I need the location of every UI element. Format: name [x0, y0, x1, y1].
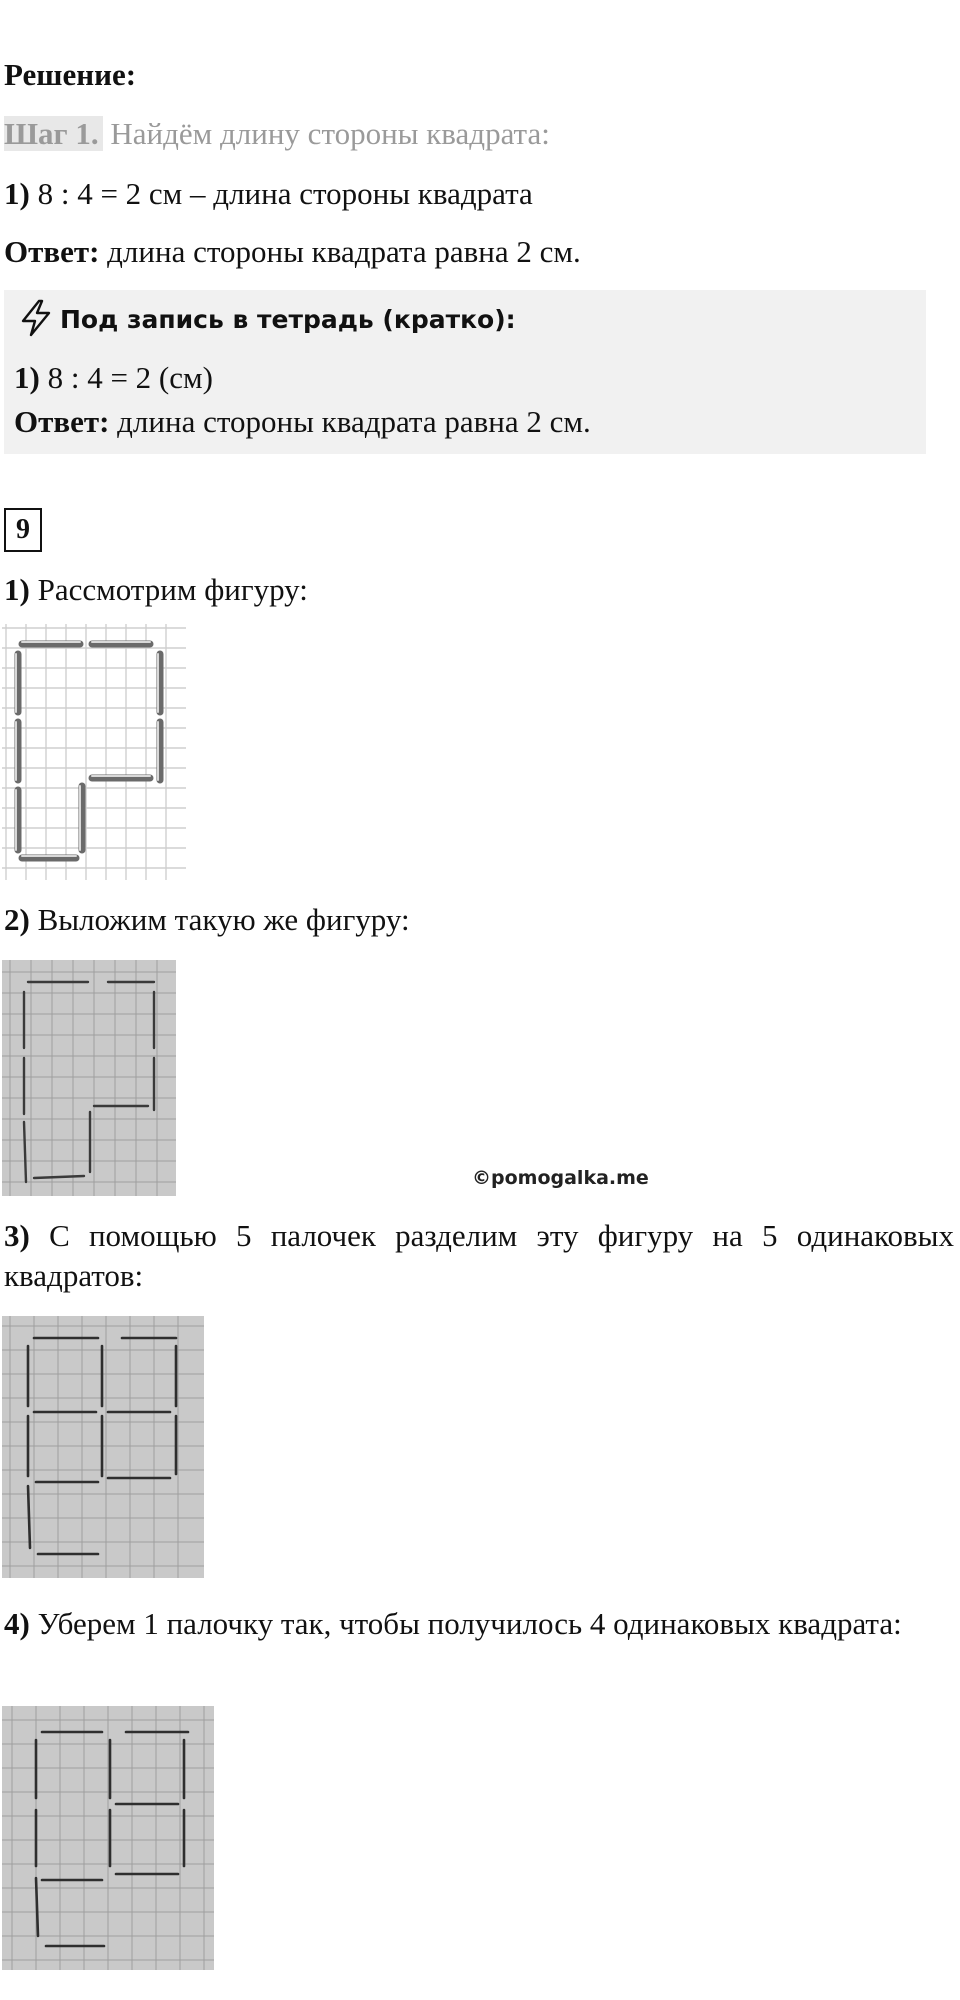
task-step-2: [4, 900, 410, 940]
calc-num: 1): [4, 176, 30, 211]
task-number: 9: [4, 508, 42, 552]
watermark: ©pomogalka.me: [472, 1167, 649, 1189]
task-step-4-num: 4): [4, 1606, 30, 1641]
calc-text: 8 : 4 = 2 см – длина стороны квадрата: [37, 176, 533, 211]
task-step-3: [4, 1216, 954, 1296]
step-label: Шаг 1.: [4, 116, 103, 151]
note-answer-text: длина стороны квадрата равна 2 см.: [117, 404, 591, 439]
solution-heading: Решение:: [4, 57, 137, 92]
note-answer-label: Ответ:: [14, 404, 110, 439]
lightning-icon: [16, 298, 56, 338]
note-box: [4, 290, 926, 454]
task-step-2-text: Выложим такую же фигуру:: [37, 902, 410, 937]
task-step-4: [4, 1604, 954, 1644]
answer-label: Ответ:: [4, 234, 100, 269]
task-step-3-num: 3): [4, 1218, 30, 1253]
calc-line: [4, 174, 533, 214]
step-line: [4, 114, 550, 154]
figure-photo-copy: [2, 960, 176, 1196]
figure-four-squares: [2, 1706, 214, 1970]
note-calc-line: [14, 358, 213, 398]
task-step-1: [4, 570, 308, 610]
note-calc-num: 1): [14, 360, 40, 395]
task-step-2-num: 2): [4, 902, 30, 937]
figure-matchsticks-grid: [2, 624, 186, 880]
answer-line: [4, 232, 581, 272]
note-title: Под запись в тетрадь (кратко):: [60, 305, 516, 334]
note-calc-text: 8 : 4 = 2 (см): [47, 360, 213, 395]
task-step-1-num: 1): [4, 572, 30, 607]
task-step-1-text: Рассмотрим фигуру:: [37, 572, 308, 607]
figure-five-squares: [2, 1316, 204, 1578]
task-step-4-text: Уберем 1 палочку так, чтобы получилось 4 одинаковых квадрата:: [37, 1606, 902, 1641]
step-text: Найдём длину стороны квадрата:: [110, 116, 550, 151]
note-answer-line: [14, 402, 591, 442]
task-step-3-text: С помощью 5 палочек разделим эту фигуру на 5 одинаковых квадратов:: [4, 1218, 954, 1293]
answer-text: длина стороны квадрата равна 2 см.: [107, 234, 581, 269]
